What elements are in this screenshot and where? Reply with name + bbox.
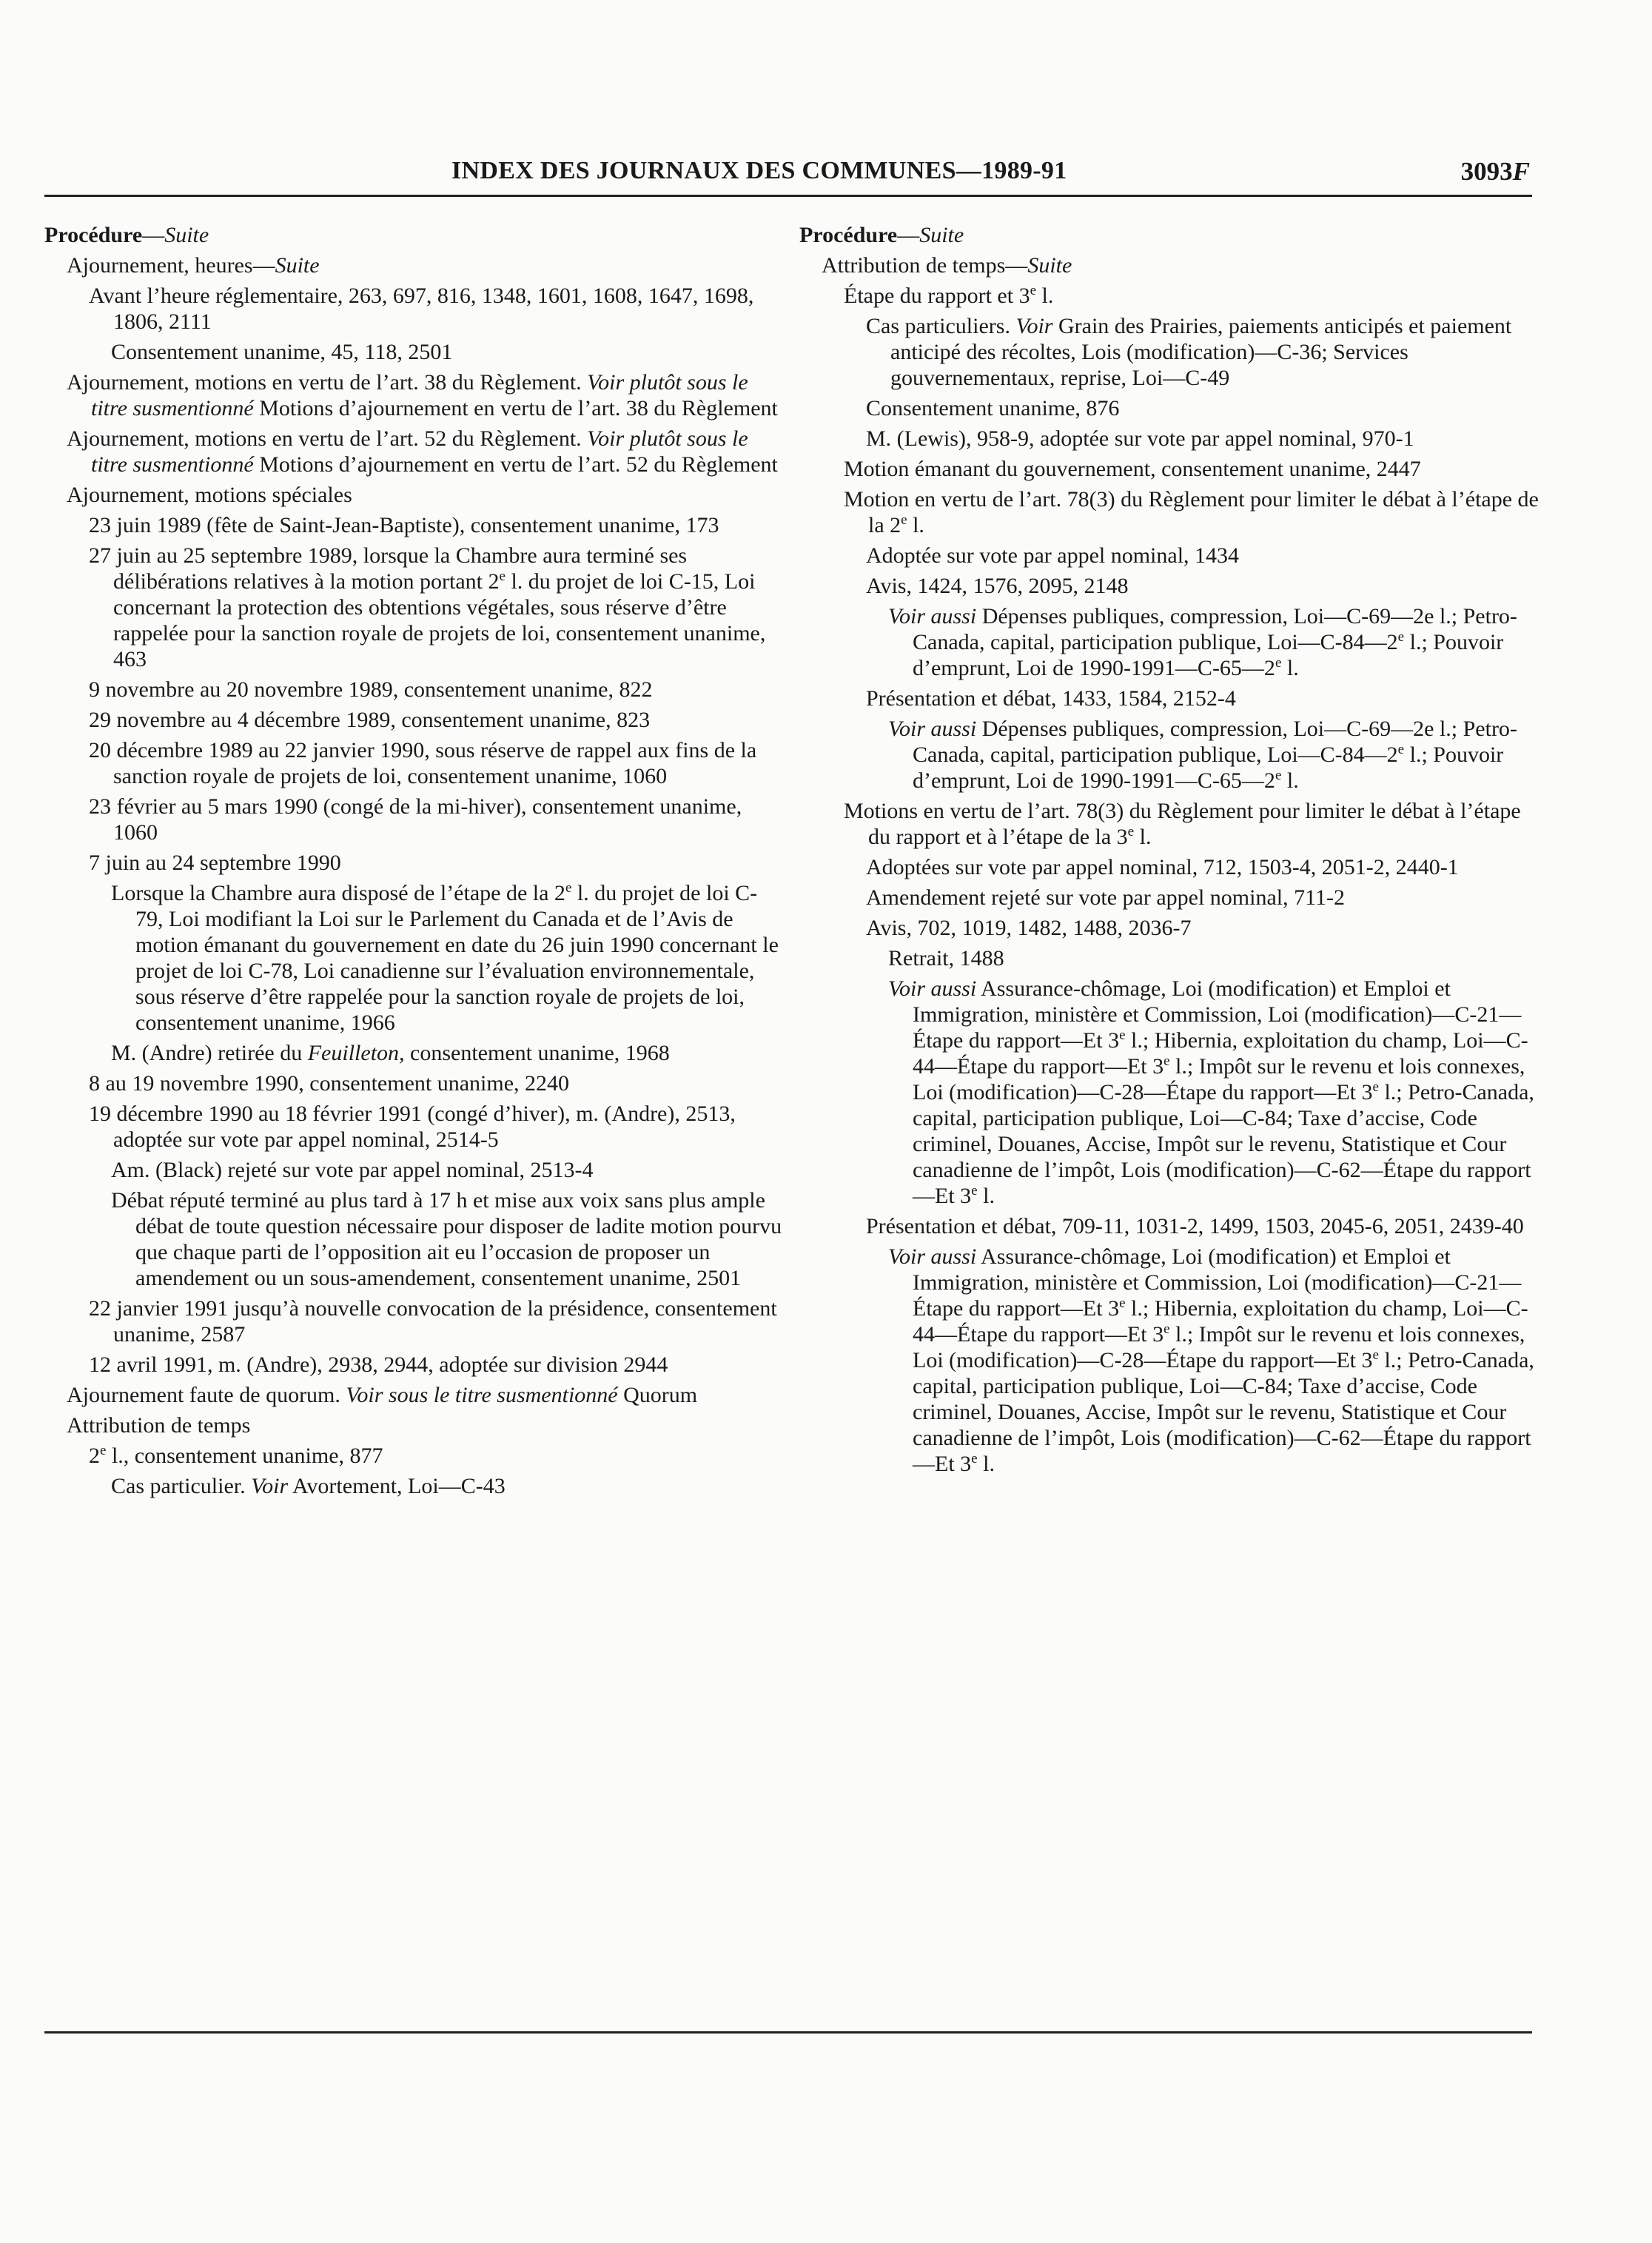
index-entry — [44, 794, 785, 845]
italic-text: Voir — [251, 1474, 289, 1498]
index-entry — [44, 1412, 785, 1438]
index-entry — [799, 426, 1539, 452]
entry-text: Ajournement faute de quorum. — [67, 1383, 346, 1407]
superscript: e — [971, 1451, 978, 1466]
index-entry — [799, 716, 1539, 794]
index-entry — [799, 1244, 1539, 1477]
italic-text: Voir plutôt sous le titre susmentionné — [91, 370, 748, 420]
superscript: e — [565, 880, 572, 896]
superscript: e — [100, 1443, 107, 1458]
index-entry — [44, 252, 785, 278]
index-entry — [44, 512, 785, 538]
index-entry — [44, 850, 785, 876]
entry-text: l.; Impôt sur le revenu et lois connexes, Loi (modification)—C-28—Étape du rapport—Et 3 — [913, 1054, 1525, 1104]
entry-text: Am. (Black) rejeté sur vote par appel nominal, 2513-4 — [111, 1158, 594, 1182]
index-entry — [44, 677, 785, 703]
page-number — [1461, 157, 1530, 187]
index-entry — [44, 1187, 785, 1291]
superscript: e — [1275, 768, 1282, 783]
page-title: INDEX DES JOURNAUX DES COMMUNES—1989-91 — [451, 157, 1067, 184]
superscript: e — [901, 512, 907, 528]
entry-text: l. du projet de loi C-15, Loi concernant la protection des obtentions végétales, sous réserve d’être rappelée pour la sanction royale de projets de loi, consentement unanime, 463 — [113, 569, 766, 671]
entry-text: Attribution de temps— — [822, 253, 1028, 278]
index-entry — [44, 1070, 785, 1096]
entry-text: Ajournement, heures— — [67, 253, 275, 278]
entry-text: Assurance-chômage, Loi (modification) et Emploi et Immigration, ministère et Commission, Loi (modification)—C-21—Étape du rapport—Et 3 — [913, 976, 1522, 1053]
entry-text: Ajournement, motions en vertu de l’art. 52 du Règlement. — [67, 426, 588, 451]
entry-text: Avant l’heure réglementaire, 263, 697, 816, 1348, 1601, 1608, 1647, 1698, 1806, 2111 — [89, 284, 754, 334]
entry-text: 22 janvier 1991 jusqu’à nouvelle convocation de la présidence, consentement unanime, 2587 — [89, 1296, 777, 1347]
entry-text: 7 juin au 24 septembre 1990 — [89, 851, 341, 875]
entry-text: 8 au 19 novembre 1990, consentement unanime, 2240 — [89, 1071, 570, 1096]
entry-text: 20 décembre 1989 au 22 janvier 1990, sous réserve de rappel aux fins de la sanction royale de projets de loi, consentement unanime, 1060 — [89, 738, 757, 788]
entry-text: Lorsque la Chambre aura disposé de l’étape de la 2 — [111, 881, 565, 905]
page-number-value: 3093 — [1460, 157, 1513, 186]
superscript: e — [1164, 1321, 1170, 1337]
entry-text: Débat réputé terminé au plus tard à 17 h et mise aux voix sans plus ample débat de toute question nécessaire pour disposer de ladite motion pourvu que chaque parti de l’opposition ait eu l’occasion de proposer un amendement ou un sous-amendement, consentement unanime, 2501 — [111, 1188, 782, 1290]
index-entry — [44, 339, 785, 365]
entry-text: l. — [977, 1184, 995, 1208]
entry-text: 27 juin au 25 septembre 1989, lorsque la Chambre aura terminé ses délibérations relatives à la motion portant 2 — [89, 543, 688, 594]
entry-text: M. (Lewis), 958-9, adoptée sur vote par appel nominal, 970-1 — [866, 426, 1414, 451]
entry-text: Étape du rapport et 3 — [844, 284, 1030, 308]
entry-text: Motion émanant du gouvernement, consentement unanime, 2447 — [844, 457, 1421, 481]
entry-text: l.; Hibernia, exploitation du champ, Loi—C-44—Étape du rapport—Et 3 — [913, 1028, 1528, 1079]
italic-text: Feuilleton, — [307, 1041, 405, 1065]
entry-text: Consentement unanime, 45, 118, 2501 — [111, 340, 453, 364]
index-entry — [44, 1382, 785, 1408]
superscript: e — [1372, 1347, 1379, 1363]
entry-text: l.; Petro-Canada, capital, participation publique, Loi—C-84; Taxe d’accise, Code criminel, Douanes, Accise, Impôt sur le revenu, Statistique et Cour canadienne de l’impôt, Lois (modification)—C-62—Étape du rapport—Et 3 — [913, 1348, 1534, 1476]
index-entry — [44, 737, 785, 789]
index-entry — [799, 543, 1539, 569]
section-heading — [44, 222, 785, 248]
index-entry — [44, 283, 785, 335]
superscript: e — [1119, 1027, 1126, 1043]
superscript: e — [499, 569, 506, 584]
entry-text: Présentation et débat, 1433, 1584, 2152-4 — [866, 686, 1236, 711]
entry-text: Motions en vertu de l’art. 78(3) du Règlement pour limiter le débat à l’étape du rapport et à l’étape de la 3 — [844, 799, 1521, 849]
entry-text: Procédure — [799, 223, 898, 247]
superscript: e — [1397, 629, 1405, 645]
entry-text: Motions d’ajournement en vertu de l’art. 38 du Règlement — [253, 396, 778, 420]
entry-text: Ajournement, motions spéciales — [67, 483, 352, 507]
italic-text: Voir aussi — [888, 717, 977, 741]
page-number-suffix: F — [1512, 157, 1530, 186]
entry-text: l. — [1036, 284, 1054, 308]
entry-text: 2 — [89, 1444, 100, 1468]
index-entry — [799, 915, 1539, 941]
entry-text: Adoptée sur vote par appel nominal, 1434 — [866, 543, 1240, 568]
index-entry — [44, 1040, 785, 1066]
index-entry — [799, 798, 1539, 850]
italic-text: Voir aussi — [888, 1244, 977, 1269]
right-column — [799, 222, 1539, 1481]
superscript: e — [1119, 1295, 1126, 1311]
entry-text: l. — [977, 1452, 995, 1476]
index-entry — [44, 707, 785, 733]
superscript: e — [1127, 824, 1135, 839]
left-column — [44, 222, 785, 1503]
italic-text: Suite — [164, 223, 209, 247]
index-entry — [799, 573, 1539, 599]
index-entry — [799, 685, 1539, 711]
entry-text: Présentation et débat, 709-11, 1031-2, 1499, 1503, 2045-6, 2051, 2439-40 — [866, 1214, 1524, 1238]
entry-text: l. — [1281, 656, 1299, 680]
section-heading — [799, 222, 1539, 248]
entry-text: l. — [1134, 825, 1152, 849]
index-entry — [799, 945, 1539, 971]
entry-text: Avortement, Loi—C-43 — [288, 1474, 506, 1498]
superscript: e — [1164, 1053, 1170, 1069]
entry-text: 29 novembre au 4 décembre 1989, consentement unanime, 823 — [89, 708, 651, 732]
entry-text: Dépenses publiques, compression, Loi—C-69—2e l.; Petro-Canada, capital, participation publique, Loi—C-84—2 — [913, 717, 1517, 767]
index-entry — [44, 426, 785, 477]
entry-text: Amendement rejeté sur vote par appel nominal, 711-2 — [866, 885, 1346, 910]
index-entry — [44, 1101, 785, 1153]
index-entry — [799, 603, 1539, 681]
superscript: e — [1275, 655, 1282, 671]
entry-text: l.; Hibernia, exploitation du champ, Loi—C-44—Étape du rapport—Et 3 — [913, 1296, 1528, 1347]
italic-text: Suite — [919, 223, 964, 247]
entry-text: Retrait, 1488 — [888, 946, 1004, 970]
entry-text: 12 avril 1991, m. (Andre), 2938, 2944, adoptée sur division 2944 — [89, 1352, 668, 1377]
entry-text: Attribution de temps — [67, 1413, 251, 1438]
entry-text: — — [897, 223, 920, 247]
entry-text: Grain des Prairies, paiements anticipés et paiement anticipé des récoltes, Lois (modification)—C-36; Services gouvernementaux, reprise, Loi—C-49 — [890, 314, 1512, 390]
entry-text: Adoptées sur vote par appel nominal, 712, 1503-4, 2051-2, 2440-1 — [866, 855, 1459, 879]
entry-text: l.; Impôt sur le revenu et lois connexes, Loi (modification)—C-28—Étape du rapport—Et 3 — [913, 1322, 1525, 1372]
superscript: e — [1030, 283, 1037, 298]
index-entry — [799, 252, 1539, 278]
index-entry — [799, 456, 1539, 482]
superscript: e — [971, 1183, 978, 1198]
entry-text: 9 novembre au 20 novembre 1989, consentement unanime, 822 — [89, 677, 653, 702]
index-entry — [799, 486, 1539, 538]
italic-text: Voir aussi — [888, 604, 977, 628]
entry-text: Consentement unanime, 876 — [866, 396, 1120, 420]
index-entry — [799, 395, 1539, 421]
italic-text: Voir sous le titre susmentionné — [346, 1383, 618, 1407]
entry-text: M. (Andre) retirée du — [111, 1041, 308, 1065]
entry-text: Cas particuliers. — [866, 314, 1016, 338]
index-entry — [799, 885, 1539, 911]
entry-text: Motions d’ajournement en vertu de l’art. 52 du Règlement — [253, 452, 778, 477]
entry-text: l., consentement unanime, 877 — [106, 1444, 383, 1468]
index-entry — [44, 1295, 785, 1347]
entry-text: Avis, 1424, 1576, 2095, 2148 — [866, 574, 1129, 598]
page-header — [0, 0, 1652, 207]
entry-text: l. du projet de loi C-79, Loi modifiant la Loi sur le Parlement du Canada et de l’Avis de motion émanant du gouvernement en date du 26 juin 1990 concernant le projet de loi C-78, Loi canadienne sur l’évaluation environnementale, sous réserve d’être rappelée pour la sanction royale de projets de loi, consentement unanime, 1966 — [135, 881, 779, 1035]
entry-text: Motion en vertu de l’art. 78(3) du Règlement pour limiter le débat à l’étape de la 2 — [844, 487, 1539, 537]
entry-text: 23 février au 5 mars 1990 (congé de la mi-hiver), consentement unanime, 1060 — [89, 794, 742, 845]
index-entry — [799, 1213, 1539, 1239]
entry-text: Dépenses publiques, compression, Loi—C-69—2e l.; Petro-Canada, capital, participation publique, Loi—C-84—2 — [913, 604, 1517, 654]
header-rule — [44, 195, 1532, 197]
entry-text: l.; Pouvoir d’emprunt, Loi de 1990-1991—C-65—2 — [913, 630, 1504, 680]
index-entry — [44, 880, 785, 1036]
entry-text: Quorum — [617, 1383, 698, 1407]
entry-text: l.; Pouvoir d’emprunt, Loi de 1990-1991—C-65—2 — [913, 742, 1504, 793]
italic-text: Voir — [1015, 314, 1053, 338]
italic-text: Voir aussi — [888, 976, 977, 1001]
entry-text: Avis, 702, 1019, 1482, 1488, 2036-7 — [866, 916, 1192, 940]
index-entry — [799, 854, 1539, 880]
entry-text: consentement unanime, 1968 — [404, 1041, 670, 1065]
index-entry — [799, 976, 1539, 1209]
index-entry — [44, 369, 785, 421]
index-entry — [44, 1473, 785, 1499]
index-entry — [44, 1352, 785, 1378]
entry-text: 23 juin 1989 (fête de Saint-Jean-Baptiste), consentement unanime, 173 — [89, 513, 719, 537]
superscript: e — [1397, 742, 1405, 757]
index-entry — [44, 1157, 785, 1183]
footer-rule — [44, 2031, 1532, 2034]
italic-text: Voir plutôt sous le titre susmentionné — [91, 426, 748, 477]
index-entry — [44, 543, 785, 672]
index-entry — [799, 283, 1539, 309]
superscript: e — [1372, 1079, 1379, 1095]
entry-text: Assurance-chômage, Loi (modification) et Emploi et Immigration, ministère et Commission, Loi (modification)—C-21—Étape du rapport—Et 3 — [913, 1244, 1522, 1321]
italic-text: Suite — [275, 253, 320, 278]
entry-text: Cas particulier. — [111, 1474, 252, 1498]
entry-text: l. — [1281, 768, 1299, 793]
index-entry — [44, 1443, 785, 1469]
italic-text: Suite — [1027, 253, 1072, 278]
index-entry — [44, 482, 785, 508]
entry-text: l.; Petro-Canada, capital, participation publique, Loi—C-84; Taxe d’accise, Code criminel, Douanes, Accise, Impôt sur le revenu, Statistique et Cour canadienne de l’impôt, Lois (modification)—C-62—Étape du rapport—Et 3 — [913, 1080, 1534, 1208]
entry-text: Ajournement, motions en vertu de l’art. 38 du Règlement. — [67, 370, 588, 395]
entry-text: Procédure — [44, 223, 143, 247]
entry-text: 19 décembre 1990 au 18 février 1991 (congé d’hiver), m. (Andre), 2513, adoptée sur vote par appel nominal, 2514-5 — [89, 1102, 736, 1152]
entry-text: — — [142, 223, 165, 247]
entry-text: l. — [907, 513, 924, 537]
index-entry — [799, 313, 1539, 391]
